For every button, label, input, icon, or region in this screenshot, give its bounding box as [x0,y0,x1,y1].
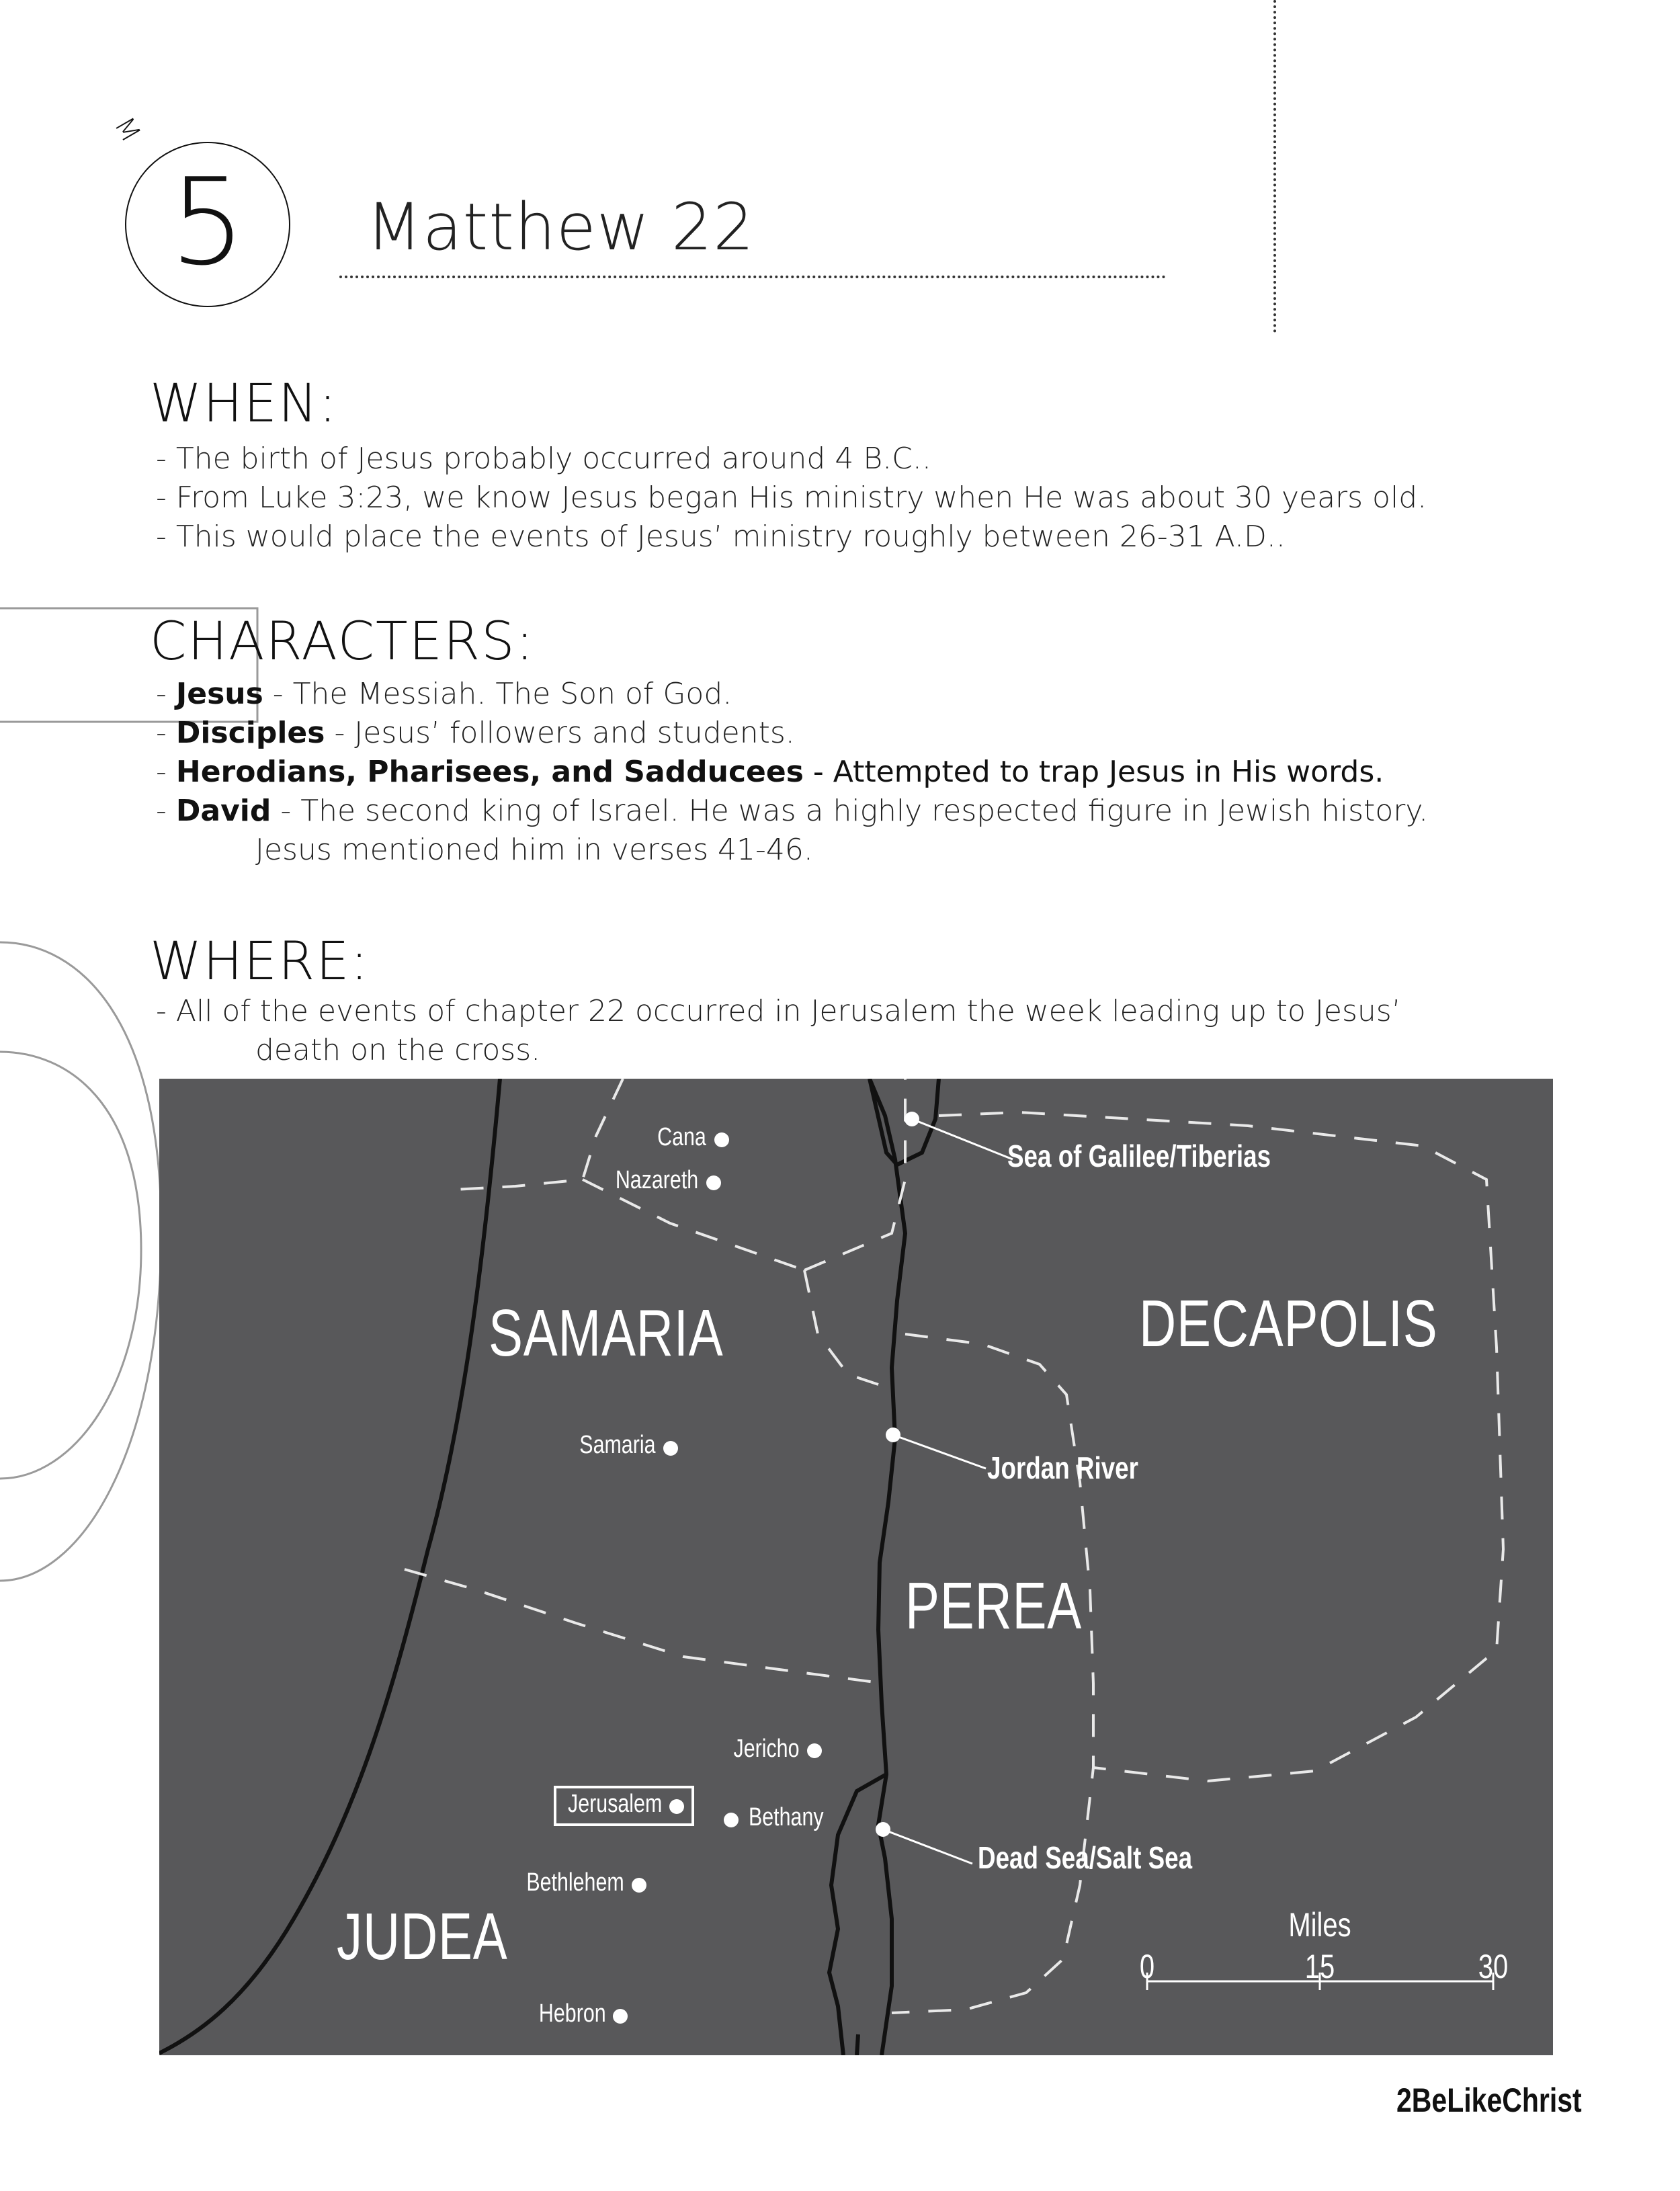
feature-dead-sea: Dead Sea/Salt Sea [978,1840,1193,1875]
title-divider [339,276,1166,278]
city-jerusalem: Jerusalem [567,1790,662,1818]
city-dot-samaria [663,1441,678,1456]
when-line-3: - This would place the events of Jesus’ ministry roughly between 26-31 A.D.. [156,520,1286,554]
city-dot-bethany [724,1813,739,1827]
region-decapolis: DECAPOLIS [1139,1286,1438,1360]
scale-tick-0: 0 [1139,1948,1155,1985]
when-list [156,440,1427,556]
city-hebron: Hebron [539,1999,606,2028]
scale-tick-30: 30 [1478,1948,1509,1985]
city-dot-nazareth [706,1175,721,1190]
scale-unit: Miles [1288,1906,1351,1944]
city-bethany: Bethany [749,1803,824,1831]
character-name: Herodians, Pharisees, and Sadducees [175,755,804,789]
city-nazareth: Nazareth [615,1166,698,1194]
when-line-1: - The birth of Jesus probably occurred around 4 B.C.. [156,442,931,476]
where-line-1: - All of the events of chapter 22 occurred in Jerusalem the week leading up to Jesus’ [156,994,1401,1028]
character-desc: - Jesus’ followers and students. [325,716,795,750]
where-line-2: death on the cross. [255,1033,541,1067]
feature-dot-galilee [905,1112,919,1126]
characters-list [156,675,1428,870]
region-perea: PEREA [905,1569,1083,1643]
character-desc: - Attempted to trap Jesus in His words. [803,755,1384,789]
scale-tick-15: 15 [1304,1948,1335,1985]
character-item: - Herodians, Pharisees, and Sadducees - Attempted to trap Jesus in His words. [156,755,1384,789]
character-name: David [175,794,271,828]
feature-sea-of-galilee: Sea of Galilee/Tiberias [1007,1139,1271,1173]
city-dot-bethlehem [632,1878,646,1893]
city-cana: Cana [657,1123,706,1151]
characters-heading: CHARACTERS: [150,612,535,672]
character-desc: - The second king of Israel. He was a highly respected figure in Jewish history. [271,794,1429,828]
feature-dot-dead-sea [876,1822,890,1837]
where-heading: WHERE: [150,932,370,992]
character-desc: - The Messiah. The Son of God. [263,677,732,711]
chapter-title: Matthew 22 [366,190,755,265]
where-text [156,992,1401,1070]
character-item: - David - The second king of Israel. He was a highly respected figure in Jewish history. [156,794,1429,828]
when-line-2: - From Luke 3:23, we know Jesus began His ministry when He was about 30 years old. [156,481,1427,515]
city-bethlehem: Bethlehem [526,1868,624,1897]
brand-footer: 2BeLikeChrist [1396,2081,1582,2119]
character-item: - Jesus - The Messiah. The Son of God. [156,677,732,711]
city-dot-cana [714,1132,729,1147]
character-name: Disciples [175,716,325,750]
city-dot-hebron [613,2009,628,2024]
vertical-divider [1273,0,1276,333]
when-heading: WHEN: [150,374,338,434]
character-desc-continued: Jesus mentioned him in verses 41-46. [255,833,813,867]
character-name: Jesus [175,677,263,711]
feature-jordan-river: Jordan River [987,1450,1138,1485]
city-samaria: Samaria [579,1431,655,1459]
region-samaria: SAMARIA [489,1296,724,1370]
day-number: 5 [169,153,246,292]
day-number-badge [125,142,290,307]
city-dot-jericho [807,1743,822,1758]
region-judea: JUDEA [337,1899,508,1973]
feature-dot-jordan [886,1428,900,1442]
region-map [159,1079,1553,2055]
corner-mark: M [108,112,146,148]
city-jericho: Jericho [733,1735,799,1763]
character-item: - Disciples - Jesus’ followers and students. [156,716,795,750]
